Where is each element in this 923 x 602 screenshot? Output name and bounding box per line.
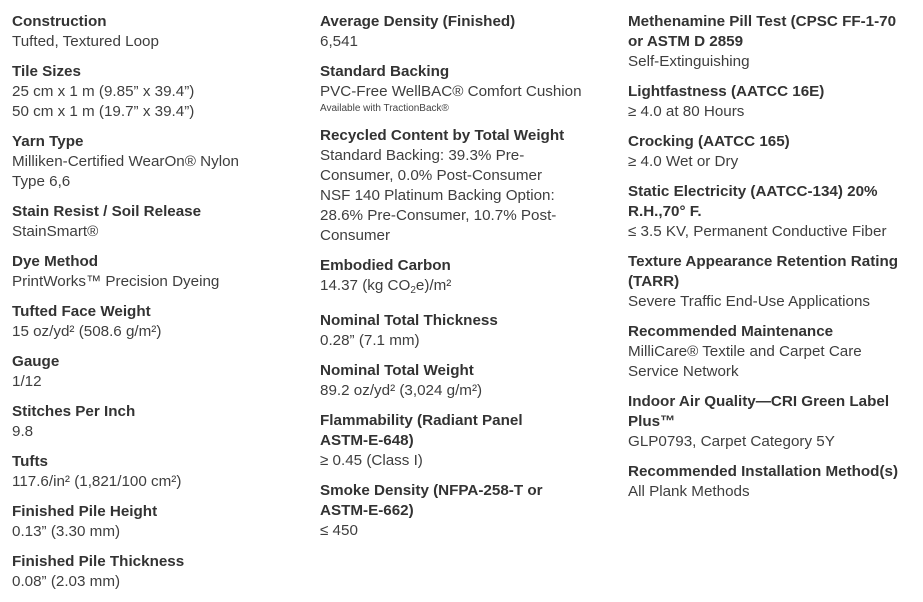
spec-finished-pile-thickness [12, 552, 302, 592]
spec-label: Tile Sizes [12, 63, 81, 80]
spec-label: Smoke Density (NFPA-258-T or [320, 482, 543, 499]
spec-label: Tufted Face Weight [12, 303, 151, 320]
spec-value: PrintWorks™ Precision Dyeing [12, 273, 220, 290]
spec-texture-appearance-retention-rating-tarr [628, 252, 918, 312]
spec-label: ASTM-E-648) [320, 432, 414, 449]
spec-recommended-installation-method-s [628, 462, 918, 502]
spec-tufts [12, 452, 302, 492]
spec-label: Indoor Air Quality—CRI Green Label [628, 393, 890, 410]
spec-label: Nominal Total Weight [320, 362, 474, 379]
spec-label: Gauge [12, 353, 60, 370]
spec-value: ≤ 450 [320, 522, 358, 539]
spec-value: ≤ 3.5 KV, Permanent Conductive Fiber [628, 223, 887, 240]
spec-value: Consumer, 0.0% Post-Consumer [320, 167, 542, 184]
spec-label: Crocking (AATCC 165) [628, 133, 790, 150]
spec-value: All Plank Methods [628, 483, 750, 500]
spec-column-3 [628, 12, 918, 512]
spec-value: 28.6% Pre-Consumer, 10.7% Post- [320, 207, 557, 224]
spec-value [320, 276, 612, 301]
spec-value: Service Network [628, 363, 739, 380]
spec-recommended-maintenance [628, 322, 918, 382]
spec-value: 50 cm x 1 m (19.7” x 39.4”) [12, 103, 195, 120]
spec-tile-sizes [12, 62, 302, 122]
spec-recycled-content-by-total-weight [320, 126, 612, 246]
spec-label: Recycled Content by Total Weight [320, 127, 565, 144]
spec-label: Stain Resist / Soil Release [12, 203, 202, 220]
spec-label: Standard Backing [320, 63, 450, 80]
spec-label: Embodied Carbon [320, 257, 451, 274]
spec-value: Consumer [320, 227, 391, 244]
spec-label: Texture Appearance Retention Rating [628, 253, 899, 270]
spec-flammability-radiant-panel-astm-e-648 [320, 411, 612, 471]
spec-label: Lightfastness (AATCC 16E) [628, 83, 825, 100]
spec-value: NSF 140 Platinum Backing Option: [320, 187, 555, 204]
carbon-pre: 14.37 (kg CO [320, 277, 411, 294]
spec-standard-backing [320, 62, 612, 116]
spec-value: 9.8 [12, 423, 34, 440]
spec-value: Self-Extinguishing [628, 53, 750, 70]
spec-label: R.H.,70° F. [628, 203, 702, 220]
spec-column-2 [320, 12, 612, 551]
spec-value: ≥ 4.0 Wet or Dry [628, 153, 739, 170]
spec-label: or ASTM D 2859 [628, 33, 744, 50]
spec-nominal-total-thickness [320, 311, 612, 351]
spec-value: GLP0793, Carpet Category 5Y [628, 433, 835, 450]
spec-label: ASTM-E-662) [320, 502, 414, 519]
spec-note: Available with TractionBack® [320, 103, 449, 114]
carbon-sub: 2 [410, 285, 416, 296]
spec-value: MilliCare® Textile and Carpet Care [628, 343, 862, 360]
spec-tufted-face-weight [12, 302, 302, 342]
spec-construction [12, 12, 302, 52]
spec-finished-pile-height [12, 502, 302, 542]
spec-value: Severe Traffic End-Use Applications [628, 293, 870, 310]
spec-value: 0.28” (7.1 mm) [320, 332, 420, 349]
spec-value: 117.6/in² (1,821/100 cm²) [12, 473, 182, 490]
spec-embodied-carbon [320, 256, 612, 301]
spec-nominal-total-weight [320, 361, 612, 401]
spec-value: 15 oz/yd² (508.6 g/m²) [12, 323, 162, 340]
spec-methenamine-pill-test-cpsc-ff-1-70-or-astm-d-2859 [628, 12, 918, 72]
spec-label: Construction [12, 13, 107, 30]
spec-label: Recommended Maintenance [628, 323, 834, 340]
spec-average-density-finished [320, 12, 612, 52]
spec-value: Standard Backing: 39.3% Pre- [320, 147, 525, 164]
spec-label: Dye Method [12, 253, 99, 270]
spec-value: 25 cm x 1 m (9.85” x 39.4”) [12, 83, 195, 100]
spec-label: Flammability (Radiant Panel [320, 412, 523, 429]
spec-value: 89.2 oz/yd² (3,024 g/m²) [320, 382, 483, 399]
spec-gauge [12, 352, 302, 392]
spec-label: Yarn Type [12, 133, 84, 150]
spec-value: 0.13” (3.30 mm) [12, 523, 121, 540]
spec-value: ≥ 4.0 at 80 Hours [628, 103, 745, 120]
spec-dye-method [12, 252, 302, 292]
carbon-post: e)/m² [415, 277, 452, 294]
spec-value: Milliken-Certified WearOn® Nylon [12, 153, 239, 170]
spec-label: Plus™ [628, 413, 676, 430]
spec-label: (TARR) [628, 273, 680, 290]
spec-value: StainSmart® [12, 223, 99, 240]
spec-indoor-air-quality-cri-green-label-plus [628, 392, 918, 452]
spec-value: 6,541 [320, 33, 359, 50]
spec-label: Finished Pile Height [12, 503, 158, 520]
spec-label: Recommended Installation Method(s) [628, 463, 899, 480]
spec-stitches-per-inch [12, 402, 302, 442]
spec-smoke-density-nfpa-258-t-or-astm-e-662 [320, 481, 612, 541]
spec-label: Static Electricity (AATCC-134) 20% [628, 183, 878, 200]
spec-stain-resist-soil-release [12, 202, 302, 242]
spec-label: Tufts [12, 453, 48, 470]
spec-label: Methenamine Pill Test (CPSC FF-1-70 [628, 13, 897, 30]
spec-value: 1/12 [12, 373, 42, 390]
spec-value: 0.08” (2.03 mm) [12, 573, 121, 590]
spec-label: Stitches Per Inch [12, 403, 136, 420]
spec-value: ≥ 0.45 (Class I) [320, 452, 423, 469]
spec-lightfastness-aatcc-16e [628, 82, 918, 122]
spec-value: PVC-Free WellBAC® Comfort Cushion [320, 83, 582, 100]
spec-label: Nominal Total Thickness [320, 312, 498, 329]
spec-yarn-type [12, 132, 302, 192]
spec-crocking-aatcc-165 [628, 132, 918, 172]
spec-label: Average Density (Finished) [320, 13, 516, 30]
spec-static-electricity-aatcc-134-20-r-h-70-f [628, 182, 918, 242]
spec-value: Type 6,6 [12, 173, 71, 190]
spec-label: Finished Pile Thickness [12, 553, 185, 570]
spec-column-1 [12, 12, 302, 602]
spec-value: Tufted, Textured Loop [12, 33, 159, 50]
